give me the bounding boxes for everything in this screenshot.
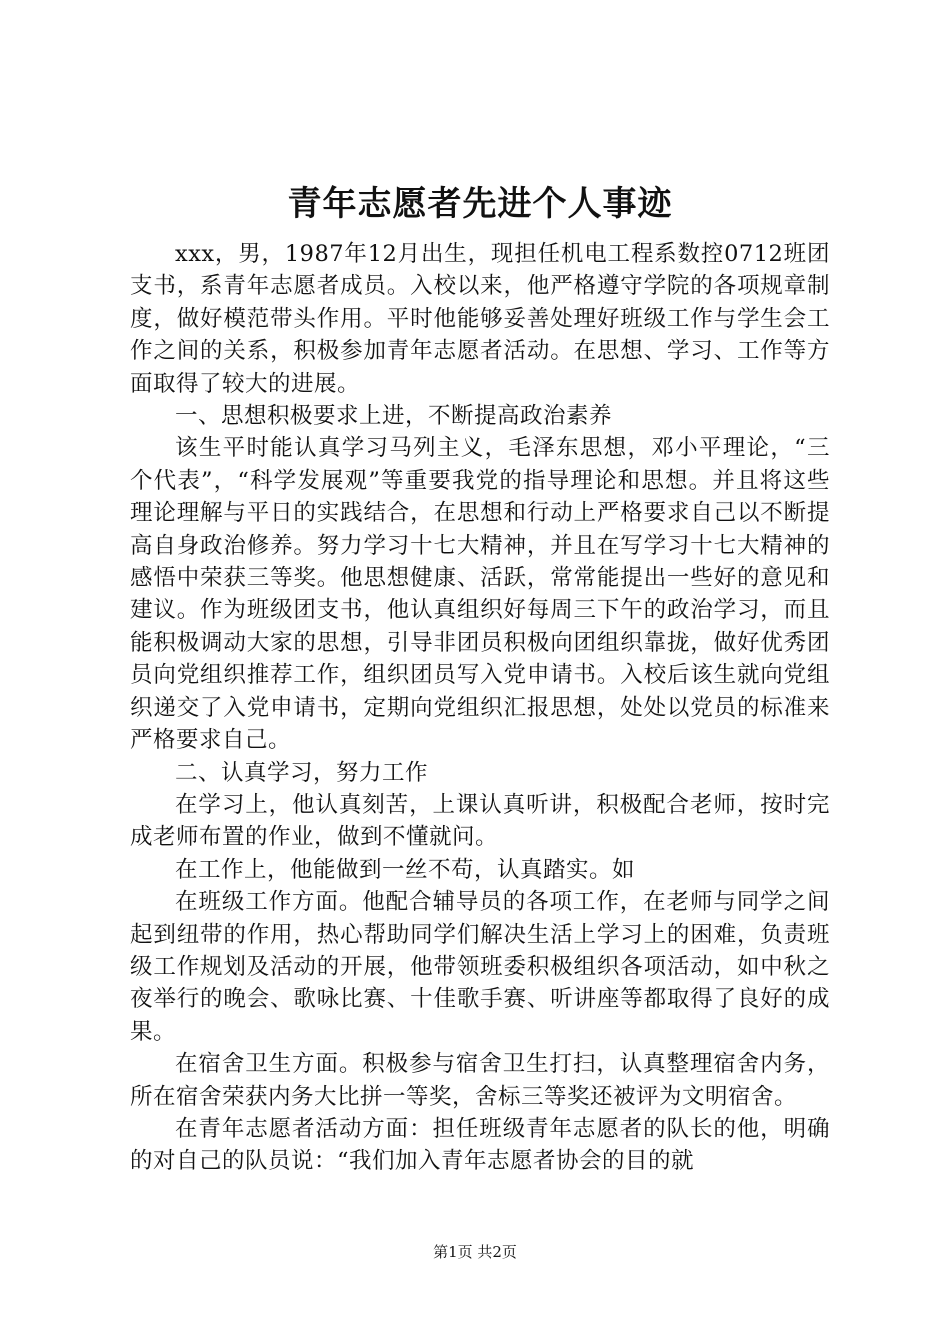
paragraph-intro: xxx，男，1987年12月出生，现担任机电工程系数控0712班团支书，系青年志愿者成员。入校以来，他严格遵守学院的各项规章制度，做好模范带头作用。平时他能够妥善处理好班级工作与学生会工作之间的关系，积极参加青年志愿者活动。在思想、学习、工作等方面取得了较大的进展。 <box>130 241 830 397</box>
paragraph-class-work: 在班级工作方面。他配合辅导员的各项工作，在老师与同学之间起到纽带的作用，热心帮助同学们解决生活上学习上的困难，负责班级工作规划及活动的开展，他带领班委积极组织各项活动，如中秋之夜举行的晚会、歌咏比赛、十佳歌手赛、听讲座等都取得了良好的成果。 <box>130 889 830 1045</box>
section-heading-1: 一、思想积极要求上进，不断提高政治素养 <box>175 403 613 430</box>
paragraph-study: 在学习上，他认真刻苦，上课认真听讲，积极配合老师，按时完成老师布置的作业，做到不懂就问。 <box>130 791 830 851</box>
paragraph-thought: 该生平时能认真学习马列主义，毛泽东思想，邓小平理论，“三个代表”，“科学发展观”等重要我党的指导理论和思想。并且将这些理论理解与平日的实践结合，在思想和行动上严格要求自己以不断提高自身政治修养。努力学习十七大精神，并且在写学习十七大精神的感悟中荣获三等奖。他思想健康、活跃，常常能提出一些好的意见和建议。作为班级团支书，他认真组织好每周三下午的政治学习，而且能积极调动大家的思想，引导非团员积极向团组织靠拢，做好优秀团员向党组织推荐工作，组织团员写入党申请书。入校后该生就向党组织递交了入党申请书，定期向党组织汇报思想，处处以党员的标准来严格要求自己。 <box>130 435 830 754</box>
paragraph-dorm: 在宿舍卫生方面。积极参与宿舍卫生打扫，认真整理宿舍内务，所在宿舍荣获内务大比拼一等奖，舍标三等奖还被评为文明宿舍。 <box>130 1051 830 1110</box>
paragraph-volunteer: 在青年志愿者活动方面：担任班级青年志愿者的队长的他，明确的对自己的队员说：“我们加入青年志愿者协会的目的就 <box>130 1115 830 1175</box>
paragraph-work: 在工作上，他能做到一丝不苟，认真踏实。如 <box>175 856 636 883</box>
section-heading-2: 二、认真学习，努力工作 <box>175 759 429 786</box>
document-title: 青年志愿者先进个人事迹 <box>287 184 673 224</box>
document-page <box>130 180 830 1178</box>
page-footer: 第1页 共2页 <box>433 1243 517 1261</box>
